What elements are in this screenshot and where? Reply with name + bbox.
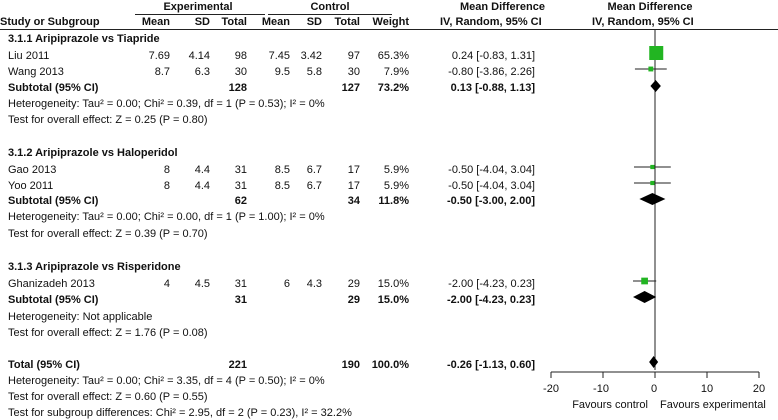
diamond-total (649, 356, 658, 368)
study-gao-ci: -0.50 [-4.04, 3.04] (448, 164, 535, 176)
study-liu-name: Liu 2011 (8, 50, 50, 62)
study-wang-exp-total: 30 (234, 66, 247, 78)
study-gao-ctrl-total: 17 (347, 164, 360, 176)
study-ghanizadeh-ctrl-sd: 4.3 (306, 278, 322, 290)
study-marker-yoo-2011 (650, 181, 654, 185)
study-liu-ctrl-sd: 3.42 (300, 50, 322, 62)
header-md-title: Mean Difference (460, 1, 545, 13)
total-label: Total (95% CI) (8, 359, 80, 371)
study-liu-ctrl-mean: 7.45 (268, 50, 290, 62)
study-gao-ctrl-mean: 8.5 (274, 164, 290, 176)
study-yoo-ctrl-mean: 8.5 (274, 180, 290, 192)
header-weight: Weight (372, 16, 409, 28)
study-liu-ctrl-total: 97 (347, 50, 360, 62)
group-1-subtotal-weight: 73.2% (377, 82, 409, 94)
study-yoo-weight: 5.9% (383, 180, 409, 192)
diamond-subtotal-3-1-1 (650, 80, 660, 92)
group-1-subtotal-ctrl-total: 127 (341, 82, 360, 94)
study-wang-ctrl-total: 30 (347, 66, 360, 78)
group-2-subtotal-ci: -0.50 [-3.00, 2.00] (446, 195, 535, 207)
study-wang-ctrl-sd: 5.8 (306, 66, 322, 78)
group-3-overall-effect: Test for overall effect: Z = 1.76 (P = 0.08) (8, 327, 208, 339)
study-ghanizadeh-exp-mean: 4 (163, 278, 170, 290)
axis-tick-label-20: 20 (752, 383, 766, 395)
diamond-subtotal-3-1-3 (633, 291, 656, 303)
group-3-subtotal-ctrl-total: 29 (347, 294, 360, 306)
header-underline (0, 29, 778, 30)
group-2-subtotal-weight: 11.8% (378, 195, 409, 207)
group-3-subtotal-weight: 15.0% (377, 294, 409, 306)
study-ghanizadeh-ctrl-total: 29 (347, 278, 360, 290)
group-2-overall-effect: Test for overall effect: Z = 0.39 (P = 0.70) (8, 228, 208, 240)
group-3-subtotal-exp-total: 31 (234, 294, 247, 306)
group-1-title: 3.1.1 Aripiprazole vs Tiapride (8, 33, 160, 45)
study-yoo-ctrl-total: 17 (347, 180, 360, 192)
total-overall-effect: Test for overall effect: Z = 0.60 (P = 0.55) (8, 391, 208, 403)
favours-experimental-label: Favours experimental (660, 399, 766, 411)
header-md-method: IV, Random, 95% CI (440, 16, 542, 28)
study-gao-exp-mean: 8 (163, 164, 170, 176)
study-marker-ghanizadeh-2013 (641, 278, 648, 285)
group-3-heterogeneity: Heterogeneity: Not applicable (8, 311, 153, 323)
group-1-heterogeneity: Heterogeneity: Tau² = 0.00; Chi² = 0.39, df = 1 (P = 0.53); I² = 0% (8, 98, 325, 110)
study-yoo-ctrl-sd: 6.7 (306, 180, 322, 192)
study-ghanizadeh-ctrl-mean: 6 (283, 278, 290, 290)
study-ghanizadeh-exp-sd: 4.5 (194, 278, 210, 290)
diamond-subtotal-3-1-2 (639, 193, 665, 205)
study-gao-weight: 5.9% (383, 164, 409, 176)
study-yoo-ci: -0.50 [-4.04, 3.04] (448, 180, 535, 192)
header-study: Study or Subgroup (0, 16, 100, 28)
study-wang-ctrl-mean: 9.5 (274, 66, 290, 78)
study-liu-weight: 65.3% (377, 50, 409, 62)
study-yoo-name: Yoo 2011 (8, 180, 54, 192)
group-1-subtotal-label: Subtotal (95% CI) (8, 82, 99, 94)
header-ctrl-underline (268, 14, 392, 15)
header-plot-method: IV, Random, 95% CI (592, 16, 694, 28)
axis-tick-label-neg20: -20 (543, 383, 559, 395)
header-ctrl-sd: SD (306, 16, 322, 28)
study-gao-exp-total: 31 (234, 164, 247, 176)
study-liu-ci: 0.24 [-0.83, 1.31] (451, 50, 535, 62)
axis-tick-label-neg10: -10 (593, 383, 609, 395)
study-liu-exp-mean: 7.69 (148, 50, 170, 62)
study-wang-exp-sd: 6.3 (194, 66, 210, 78)
study-wang-name: Wang 2013 (8, 66, 64, 78)
total-ctrl-total: 190 (341, 359, 360, 371)
study-liu-exp-total: 98 (234, 50, 247, 62)
study-gao-exp-sd: 4.4 (194, 164, 210, 176)
group-1-subtotal-ci: 0.13 [-0.88, 1.13] (450, 82, 535, 94)
study-gao-name: Gao 2013 (8, 164, 57, 176)
study-marker-liu-2011 (649, 46, 663, 60)
study-wang-ci: -0.80 [-3.86, 2.26] (448, 66, 535, 78)
study-yoo-exp-total: 31 (234, 180, 247, 192)
total-subgroup-differences: Test for subgroup differences: Chi² = 2.95, df = 2 (P = 0.23), I² = 32.2% (8, 407, 352, 419)
study-ghanizadeh-name: Ghanizadeh 2013 (8, 278, 95, 290)
header-ctrl-total: Total (334, 16, 360, 28)
header-control: Control (310, 1, 350, 13)
group-3-title: 3.1.3 Aripiprazole vs Risperidone (8, 261, 181, 273)
group-2-subtotal-exp-total: 62 (234, 195, 247, 207)
header-exp-sd: SD (194, 16, 210, 28)
study-marker-wang-2013 (648, 67, 653, 72)
favours-control-label: Favours control (572, 399, 648, 411)
header-ctrl-mean: Mean (261, 16, 290, 28)
total-heterogeneity: Heterogeneity: Tau² = 0.00; Chi² = 3.35, df = 4 (P = 0.50); I² = 0% (8, 375, 325, 387)
total-ci: -0.26 [-1.13, 0.60] (446, 359, 535, 371)
group-1-overall-effect: Test for overall effect: Z = 0.25 (P = 0.80) (8, 114, 208, 126)
axis-tick-label-0: 0 (650, 383, 658, 395)
study-marker-gao-2013 (650, 165, 654, 169)
group-2-subtotal-label: Subtotal (95% CI) (8, 195, 99, 207)
study-liu-exp-sd: 4.14 (188, 50, 210, 62)
group-2-title: 3.1.2 Aripiprazole vs Haloperidol (8, 147, 178, 159)
study-ghanizadeh-weight: 15.0% (377, 278, 409, 290)
header-plot-title: Mean Difference (607, 1, 693, 13)
header-exp-total: Total (221, 16, 247, 28)
axis-tick-label-10: 10 (700, 383, 714, 395)
header-exp-underline (135, 14, 265, 15)
group-2-subtotal-ctrl-total: 34 (347, 195, 360, 207)
study-gao-ctrl-sd: 6.7 (306, 164, 322, 176)
group-1-subtotal-exp-total: 128 (228, 82, 247, 94)
study-ghanizadeh-exp-total: 31 (234, 278, 247, 290)
study-yoo-exp-sd: 4.4 (194, 180, 210, 192)
study-ghanizadeh-ci: -2.00 [-4.23, 0.23] (448, 278, 535, 290)
header-exp-mean: Mean (141, 16, 170, 28)
study-wang-exp-mean: 8.7 (154, 66, 170, 78)
study-yoo-exp-mean: 8 (163, 180, 170, 192)
total-exp-total: 221 (228, 359, 247, 371)
study-wang-weight: 7.9% (383, 66, 409, 78)
group-2-heterogeneity: Heterogeneity: Tau² = 0.00; Chi² = 0.00, df = 1 (P = 1.00); I² = 0% (8, 211, 325, 223)
group-3-subtotal-ci: -2.00 [-4.23, 0.23] (446, 294, 535, 306)
group-3-subtotal-label: Subtotal (95% CI) (8, 294, 99, 306)
header-experimental: Experimental (163, 1, 233, 13)
total-weight: 100.0% (371, 359, 409, 371)
